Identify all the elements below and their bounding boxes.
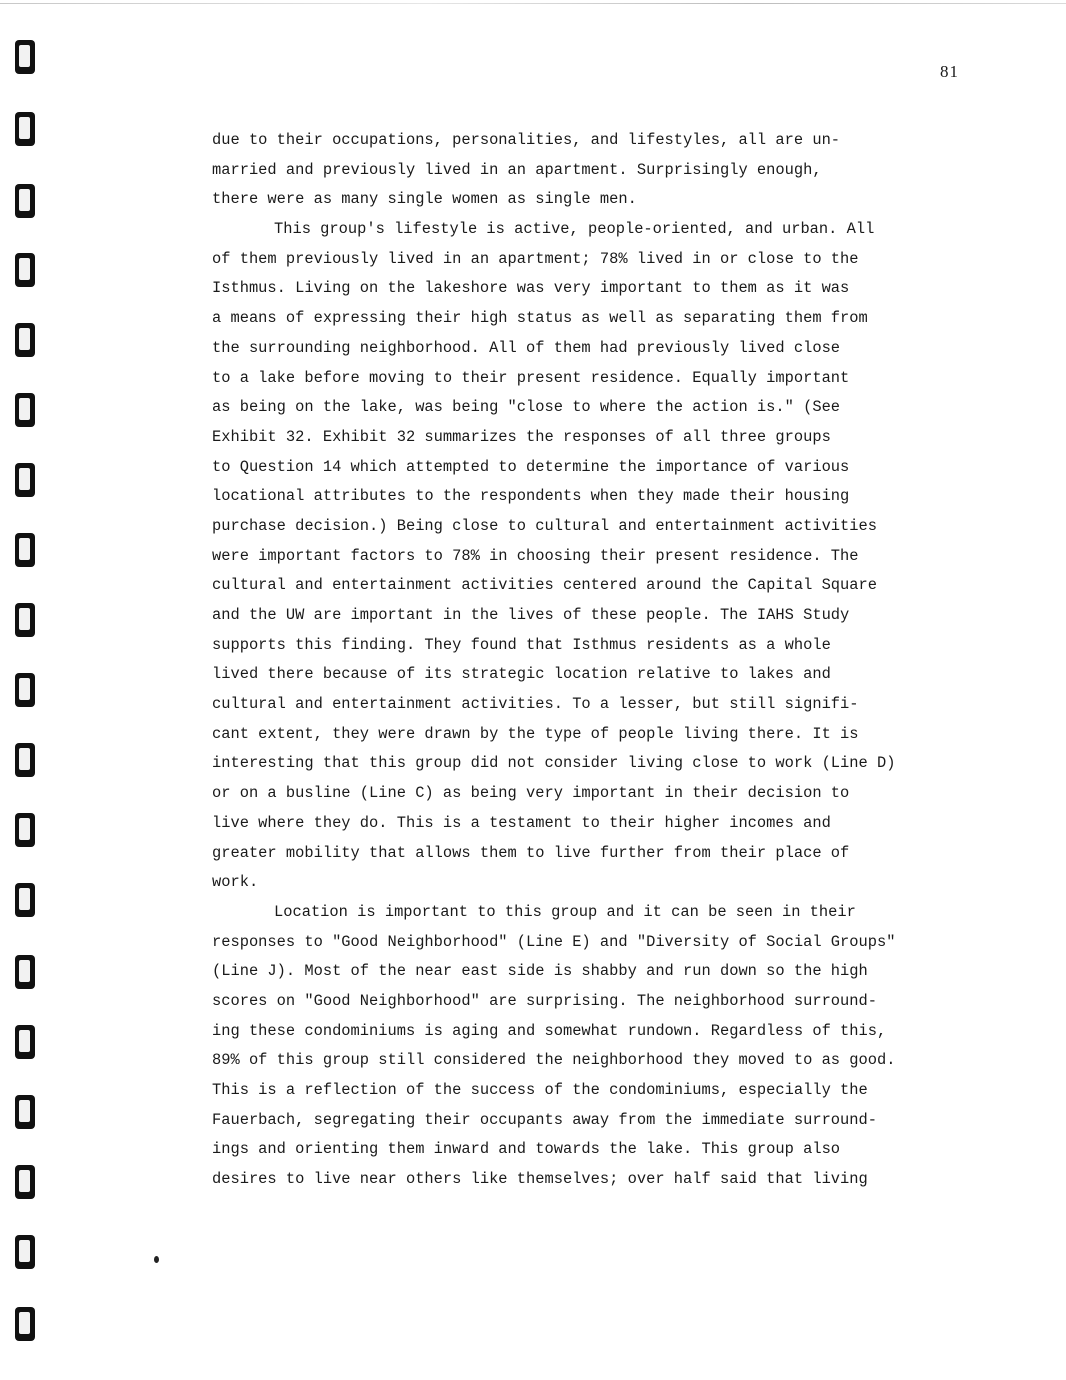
binding-hole xyxy=(15,393,35,427)
text-line: This is a reflection of the success of the condominiums, especially the xyxy=(212,1081,868,1099)
text-line: scores on "Good Neighborhood" are surprising. The neighborhood surround- xyxy=(212,991,877,1010)
body-text xyxy=(212,126,972,1195)
binding-hole xyxy=(15,813,35,847)
text-line: of them previously lived in an apartment; 78% lived in or close to the xyxy=(212,249,859,268)
text-line: the surrounding neighborhood. All of them had previously lived close xyxy=(212,338,841,357)
binding-hole xyxy=(15,955,35,989)
text-line: due to their occupations, personalities, and lifestyles, all are un- xyxy=(212,131,841,149)
text-line: desires to live near others like themselves; over half said that living xyxy=(212,1170,868,1189)
text-line: were important factors to 78% in choosing their present residence. The xyxy=(212,546,859,565)
binding-hole xyxy=(15,743,35,777)
scan-edge-line xyxy=(0,3,1066,4)
text-line: cant extent, they were drawn by the type of people living there. It is xyxy=(212,724,859,743)
text-line: live where they do. This is a testament to their higher incomes and xyxy=(212,813,831,832)
binding-holes-strip xyxy=(0,0,50,1380)
binding-hole xyxy=(15,184,35,218)
binding-hole xyxy=(15,323,35,357)
text-line: ing these condominiums is aging and somewhat rundown. Regardless of this, xyxy=(212,1021,887,1040)
text-line: cultural and entertainment activities. To a lesser, but still signifi- xyxy=(212,695,859,714)
binding-hole xyxy=(15,533,35,567)
text-line: married and previously lived in an apartment. Surprisingly enough, xyxy=(212,160,822,179)
text-line: greater mobility that allows them to live further from their place of xyxy=(212,843,850,862)
text-line: to a lake before moving to their present residence. Equally important xyxy=(212,368,850,387)
stray-mark xyxy=(154,1256,159,1263)
binding-hole xyxy=(15,1307,35,1341)
binding-hole xyxy=(15,463,35,497)
text-line: interesting that this group did not consider living close to work (Line D) xyxy=(212,754,896,773)
binding-hole xyxy=(15,603,35,637)
text-line: as being on the lake, was being "close to where the action is." (See xyxy=(212,398,841,417)
binding-hole xyxy=(15,112,35,146)
text-line: This group's lifestyle is active, people-oriented, and urban. All xyxy=(274,220,875,239)
binding-hole xyxy=(15,253,35,287)
text-line: to Question 14 which attempted to determine the importance of various xyxy=(212,457,850,476)
text-line: (Line J). Most of the near east side is shabby and run down so the high xyxy=(212,962,868,981)
text-line: Location is important to this group and it can be seen in their xyxy=(274,902,856,921)
text-line: cultural and entertainment activities centered around the Capital Square xyxy=(212,576,877,595)
text-line: responses to "Good Neighborhood" (Line E) and "Diversity of Social Groups" xyxy=(212,932,896,951)
text-line: work. xyxy=(212,873,259,892)
binding-hole xyxy=(15,40,35,74)
text-line: locational attributes to the respondents when they made their housing xyxy=(212,487,850,506)
text-line: Fauerbach, segregating their occupants away from the immediate surround- xyxy=(212,1110,877,1129)
text-line: there were as many single women as single men. xyxy=(212,190,637,209)
text-line: ings and orienting them inward and towards the lake. This group also xyxy=(212,1140,841,1159)
binding-hole xyxy=(15,1165,35,1199)
text-line: a means of expressing their high status as well as separating them from xyxy=(212,309,868,328)
text-line: lived there because of its strategic location relative to lakes and xyxy=(212,665,831,684)
binding-hole xyxy=(15,1095,35,1129)
text-line: and the UW are important in the lives of these people. The IAHS Study xyxy=(212,606,850,624)
binding-hole xyxy=(15,883,35,917)
binding-hole xyxy=(15,673,35,707)
text-line: Isthmus. Living on the lakeshore was very important to them as it was xyxy=(212,279,850,298)
binding-hole xyxy=(15,1025,35,1059)
text-line: or on a busline (Line C) as being very important in their decision to xyxy=(212,784,850,803)
binding-hole xyxy=(15,1235,35,1269)
text-line: supports this finding. They found that Isthmus residents as a whole xyxy=(212,635,831,654)
page-number: 81 xyxy=(940,62,959,81)
text-line: Exhibit 32. Exhibit 32 summarizes the responses of all three groups xyxy=(212,427,831,446)
text-line: purchase decision.) Being close to cultural and entertainment activities xyxy=(212,516,877,535)
text-line: 89% of this group still considered the neighborhood they moved to as good. xyxy=(212,1051,896,1070)
